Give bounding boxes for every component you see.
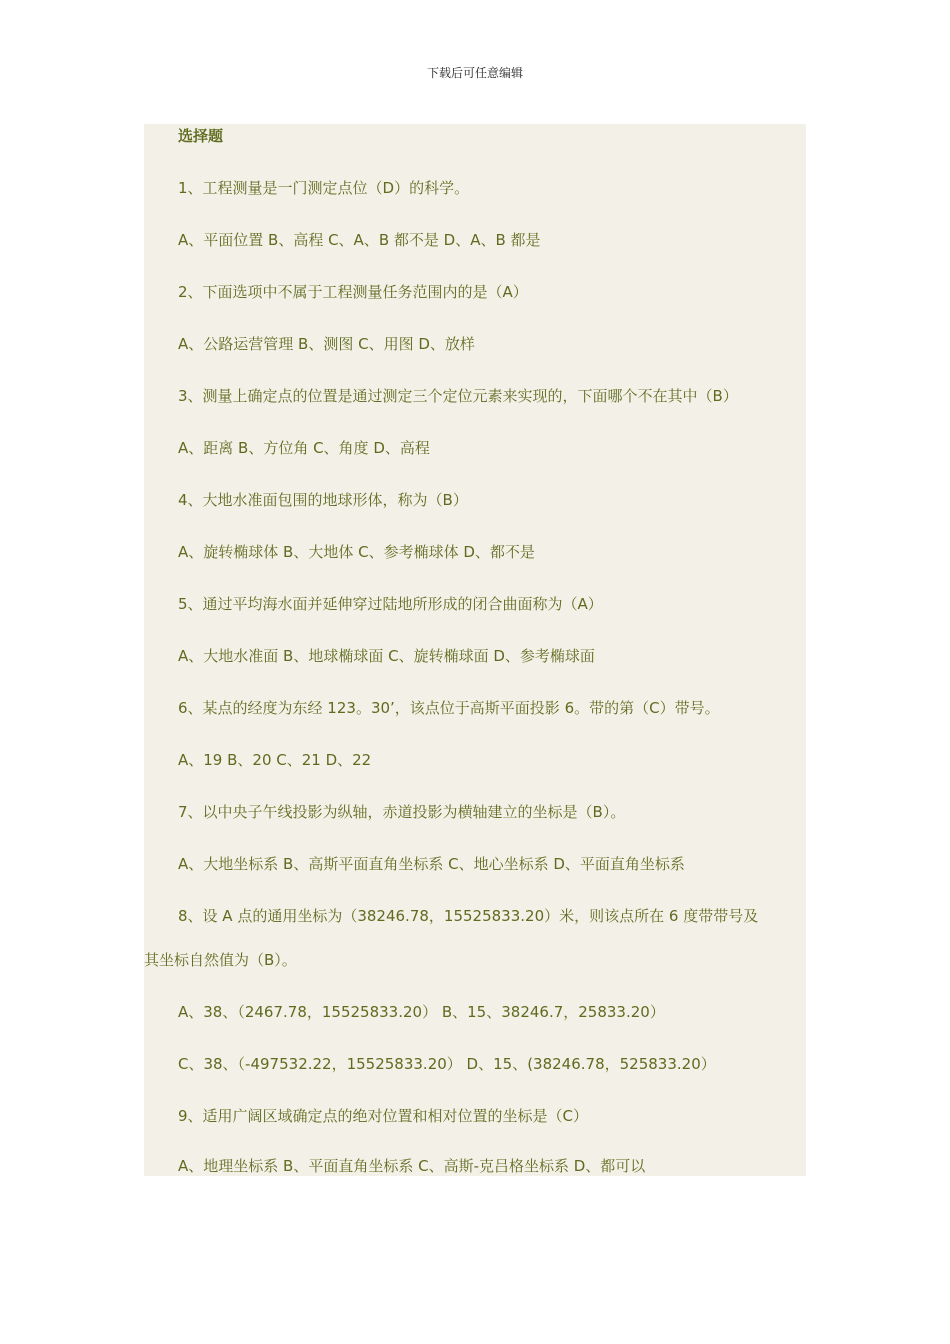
question-5: 5、通过平均海水面并延伸穿过陆地所形成的闭合曲面称为（A） [178, 595, 603, 613]
options-7: A、大地坐标系 B、高斯平面直角坐标系 C、地心坐标系 D、平面直角坐标系 [178, 855, 685, 873]
question-7: 7、以中央子午线投影为纵轴，赤道投影为横轴建立的坐标是（B）。 [178, 803, 626, 821]
question-1: 1、工程测量是一门测定点位（D）的科学。 [178, 179, 470, 197]
options-6: A、19 B、20 C、21 D、22 [178, 751, 372, 769]
question-9: 9、适用广阔区域确定点的绝对位置和相对位置的坐标是（C） [178, 1107, 589, 1125]
question-3: 3、测量上确定点的位置是通过测定三个定位元素来实现的，下面哪个不在其中（B） [178, 387, 738, 405]
options-8a: A、38、（2467.78，15525833.20） B、15、38246.7，25833.20） [178, 1003, 665, 1021]
options-8b: C、38、（-497532.22，15525833.20） D、15、(38246.78，525833.20） [178, 1055, 716, 1073]
page-header: 下载后可任意编辑 [426, 66, 523, 80]
question-8: 8、设 A 点的通用坐标为（38246.78，15525833.20）米，则该点所在 6 度带带号及 [178, 907, 759, 925]
question-6: 6、某点的经度为东经 123。30’，该点位于高斯平面投影 6。带的第（C）带号。 [178, 699, 720, 717]
options-3: A、距离 B、方位角 C、角度 D、高程 [178, 439, 430, 457]
section-title: 选择题 [178, 127, 224, 145]
question-8-continued: 其坐标自然值为（B）。 [144, 951, 297, 969]
options-1: A、平面位置 B、高程 C、A、B 都不是 D、A、B 都是 [178, 231, 541, 249]
question-4: 4、大地水准面包围的地球形体，称为（B） [178, 491, 468, 509]
question-2: 2、下面选项中不属于工程测量任务范围内的是（A） [178, 283, 528, 301]
options-2: A、公路运营管理 B、测图 C、用图 D、放样 [178, 335, 475, 353]
options-9: A、地理坐标系 B、平面直角坐标系 C、高斯-克吕格坐标系 D、都可以 [178, 1157, 646, 1175]
options-4: A、旋转椭球体 B、大地体 C、参考椭球体 D、都不是 [178, 543, 535, 561]
content-panel [144, 124, 806, 1176]
options-5: A、大地水准面 B、地球椭球面 C、旋转椭球面 D、参考椭球面 [178, 647, 595, 665]
